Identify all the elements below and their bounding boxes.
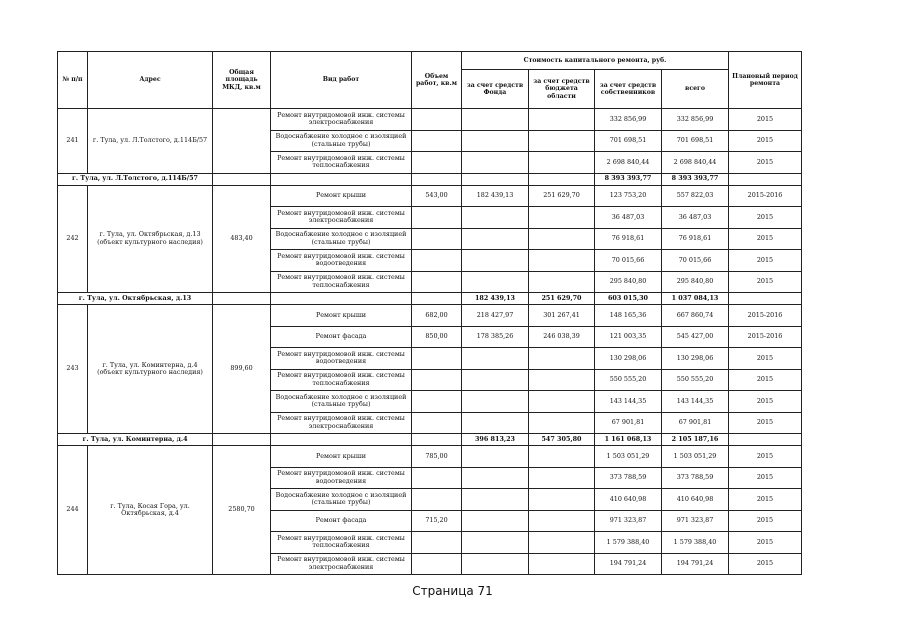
work-type-cell: Ремонт внутридомовой инж. системы водоотведения — [271, 348, 412, 370]
address-cell: г. Тула, ул. Л.Толстого, д.114Б/57 — [88, 109, 213, 174]
region-budget-cell — [529, 369, 595, 391]
fund-cell — [462, 553, 529, 575]
period-cell: 2015 — [729, 532, 802, 554]
owners-cell: 332 856,99 — [595, 109, 662, 131]
fund-cell — [462, 412, 529, 434]
volume-cell — [412, 489, 462, 511]
volume-cell — [412, 391, 462, 413]
fund-cell — [462, 467, 529, 489]
work-type-cell: Ремонт внутридомовой инж. системы теплоснабжения — [271, 152, 412, 174]
address-cell: г. Тула, Косая Гора, ул. Октябрьская, д.4 — [88, 446, 213, 575]
owners-cell: 36 487,03 — [595, 207, 662, 229]
work-type-cell: Ремонт фасада — [271, 326, 412, 348]
owners-cell: 121 003,35 — [595, 326, 662, 348]
header-region-budget: за счет средств бюджета области — [529, 70, 595, 109]
fund-cell: 218 427,97 — [462, 305, 529, 327]
owners-cell: 701 698,51 — [595, 130, 662, 152]
total-cell: 557 822,03 — [662, 185, 729, 207]
region-budget-cell — [529, 207, 595, 229]
owners-cell: 550 555,20 — [595, 369, 662, 391]
region-budget-cell — [529, 532, 595, 554]
period-cell: 2015-2016 — [729, 185, 802, 207]
subtotal-label: г. Тула, ул. Октябрьская, д.13 — [58, 293, 213, 305]
fund-cell: 178 385,26 — [462, 326, 529, 348]
work-type-cell: Ремонт внутридомовой инж. системы водоотведения — [271, 467, 412, 489]
owners-cell: 123 753,20 — [595, 185, 662, 207]
total-cell: 701 698,51 — [662, 130, 729, 152]
volume-cell — [412, 348, 462, 370]
total-cell: 2 698 840,44 — [662, 152, 729, 174]
volume-cell: 682,00 — [412, 305, 462, 327]
work-type-cell: Ремонт внутридомовой инж. системы теплоснабжения — [271, 271, 412, 293]
row-number: 242 — [58, 185, 88, 293]
volume-cell: 543,00 — [412, 185, 462, 207]
total-cell: 1 579 388,40 — [662, 532, 729, 554]
fund-cell — [462, 207, 529, 229]
header-address: Адрес — [88, 52, 213, 109]
header-total: всего — [662, 70, 729, 109]
table-row — [58, 305, 802, 327]
region-budget-cell — [529, 489, 595, 511]
region-budget-cell — [529, 250, 595, 272]
owners-cell: 194 791,24 — [595, 553, 662, 575]
period-cell: 2015 — [729, 130, 802, 152]
work-type-cell: Водоснабжение холодное с изоляцией (стальные трубы) — [271, 228, 412, 250]
work-type-cell: Ремонт фасада — [271, 510, 412, 532]
subtotal-region-budget: 547 305,80 — [529, 434, 595, 446]
region-budget-cell — [529, 412, 595, 434]
total-cell: 971 323,87 — [662, 510, 729, 532]
total-cell: 410 640,98 — [662, 489, 729, 511]
work-type-cell: Ремонт внутридомовой инж. системы теплоснабжения — [271, 532, 412, 554]
subtotal-row — [58, 173, 802, 185]
row-number: 244 — [58, 446, 88, 575]
volume-cell — [412, 532, 462, 554]
total-cell: 332 856,99 — [662, 109, 729, 131]
work-type-cell: Водоснабжение холодное с изоляцией (стальные трубы) — [271, 130, 412, 152]
region-budget-cell: 246 038,39 — [529, 326, 595, 348]
address-cell: г. Тула, ул. Октябрьская, д.13 (объект культурного наследия) — [88, 185, 213, 293]
total-cell: 194 791,24 — [662, 553, 729, 575]
work-type-cell: Ремонт внутридомовой инж. системы электроснабжения — [271, 207, 412, 229]
work-type-cell: Ремонт внутридомовой инж. системы электроснабжения — [271, 109, 412, 131]
owners-cell: 971 323,87 — [595, 510, 662, 532]
region-budget-cell — [529, 271, 595, 293]
header-volume: Объем работ, кв.м — [412, 52, 462, 109]
subtotal-owners: 603 015,30 — [595, 293, 662, 305]
subtotal-area-blank — [213, 434, 271, 446]
area-cell: 2580,70 — [213, 446, 271, 575]
period-cell: 2015-2016 — [729, 326, 802, 348]
total-cell: 67 901,81 — [662, 412, 729, 434]
fund-cell — [462, 348, 529, 370]
region-budget-cell: 301 267,41 — [529, 305, 595, 327]
owners-cell: 76 918,61 — [595, 228, 662, 250]
fund-cell — [462, 228, 529, 250]
owners-cell: 2 698 840,44 — [595, 152, 662, 174]
work-type-cell: Водоснабжение холодное с изоляцией (стальные трубы) — [271, 391, 412, 413]
fund-cell — [462, 369, 529, 391]
fund-cell — [462, 130, 529, 152]
subtotal-area-blank — [213, 293, 271, 305]
table-row — [58, 446, 802, 468]
fund-cell — [462, 250, 529, 272]
volume-cell — [412, 369, 462, 391]
region-budget-cell — [529, 446, 595, 468]
volume-cell — [412, 130, 462, 152]
total-cell: 143 144,35 — [662, 391, 729, 413]
subtotal-work-blank — [271, 173, 412, 185]
period-cell: 2015 — [729, 467, 802, 489]
table-body — [58, 109, 802, 575]
volume-cell: 850,00 — [412, 326, 462, 348]
period-cell: 2015 — [729, 109, 802, 131]
work-type-cell: Ремонт внутридомовой инж. системы электроснабжения — [271, 553, 412, 575]
work-type-cell: Ремонт внутридомовой инж. системы электроснабжения — [271, 412, 412, 434]
period-cell: 2015 — [729, 489, 802, 511]
period-cell: 2015 — [729, 446, 802, 468]
total-cell: 667 860,74 — [662, 305, 729, 327]
region-budget-cell — [529, 109, 595, 131]
area-cell: 483,40 — [213, 185, 271, 293]
row-number: 241 — [58, 109, 88, 174]
volume-cell — [412, 271, 462, 293]
period-cell: 2015 — [729, 250, 802, 272]
total-cell: 1 503 051,29 — [662, 446, 729, 468]
header-period: Плановый период ремонта — [729, 52, 802, 109]
total-cell: 550 555,20 — [662, 369, 729, 391]
fund-cell — [462, 109, 529, 131]
total-cell: 70 015,66 — [662, 250, 729, 272]
period-cell: 2015 — [729, 348, 802, 370]
subtotal-label: г. Тула, ул. Л.Толстого, д.114Б/57 — [58, 173, 213, 185]
owners-cell: 148 165,36 — [595, 305, 662, 327]
subtotal-work-blank — [271, 293, 412, 305]
owners-cell: 1 579 388,40 — [595, 532, 662, 554]
header-num: № п/п — [58, 52, 88, 109]
volume-cell: 785,00 — [412, 446, 462, 468]
total-cell: 373 788,59 — [662, 467, 729, 489]
total-cell: 76 918,61 — [662, 228, 729, 250]
total-cell: 36 487,03 — [662, 207, 729, 229]
header-owners: за счет средств собственников — [595, 70, 662, 109]
owners-cell: 70 015,66 — [595, 250, 662, 272]
volume-cell — [412, 152, 462, 174]
table-row — [58, 185, 802, 207]
volume-cell — [412, 553, 462, 575]
capital-repair-table — [57, 51, 802, 575]
volume-cell — [412, 109, 462, 131]
fund-cell — [462, 152, 529, 174]
region-budget-cell — [529, 391, 595, 413]
period-cell: 2015 — [729, 207, 802, 229]
subtotal-period-blank — [729, 293, 802, 305]
area-cell — [213, 109, 271, 174]
fund-cell — [462, 489, 529, 511]
period-cell: 2015 — [729, 228, 802, 250]
total-cell: 545 427,00 — [662, 326, 729, 348]
subtotal-period-blank — [729, 173, 802, 185]
subtotal-volume-blank — [412, 173, 462, 185]
owners-cell: 67 901,81 — [595, 412, 662, 434]
period-cell: 2015-2016 — [729, 305, 802, 327]
region-budget-cell — [529, 348, 595, 370]
volume-cell — [412, 412, 462, 434]
region-budget-cell — [529, 152, 595, 174]
region-budget-cell — [529, 510, 595, 532]
total-cell: 295 840,80 — [662, 271, 729, 293]
work-type-cell: Ремонт внутридомовой инж. системы теплоснабжения — [271, 369, 412, 391]
period-cell: 2015 — [729, 510, 802, 532]
period-cell: 2015 — [729, 412, 802, 434]
fund-cell — [462, 271, 529, 293]
total-cell: 130 298,06 — [662, 348, 729, 370]
subtotal-row — [58, 293, 802, 305]
area-cell: 899,60 — [213, 305, 271, 434]
header-area: Общая площадь МКД, кв.м — [213, 52, 271, 109]
region-budget-cell — [529, 228, 595, 250]
period-cell: 2015 — [729, 391, 802, 413]
subtotal-region-budget — [529, 173, 595, 185]
table-row — [58, 109, 802, 131]
subtotal-period-blank — [729, 434, 802, 446]
region-budget-cell — [529, 553, 595, 575]
volume-cell — [412, 467, 462, 489]
work-type-cell: Ремонт крыши — [271, 446, 412, 468]
subtotal-work-blank — [271, 434, 412, 446]
fund-cell — [462, 391, 529, 413]
work-type-cell: Водоснабжение холодное с изоляцией (стальные трубы) — [271, 489, 412, 511]
volume-cell — [412, 228, 462, 250]
owners-cell: 295 840,80 — [595, 271, 662, 293]
fund-cell — [462, 446, 529, 468]
work-type-cell: Ремонт крыши — [271, 185, 412, 207]
subtotal-fund: 182 439,13 — [462, 293, 529, 305]
period-cell: 2015 — [729, 152, 802, 174]
subtotal-total: 1 037 084,13 — [662, 293, 729, 305]
subtotal-area-blank — [213, 173, 271, 185]
subtotal-fund: 396 813,23 — [462, 434, 529, 446]
volume-cell: 715,20 — [412, 510, 462, 532]
subtotal-volume-blank — [412, 434, 462, 446]
subtotal-volume-blank — [412, 293, 462, 305]
subtotal-owners: 8 393 393,77 — [595, 173, 662, 185]
subtotal-region-budget: 251 629,70 — [529, 293, 595, 305]
page-number: Страница 71 — [412, 584, 493, 598]
subtotal-label: г. Тула, ул. Коминтерна, д.4 — [58, 434, 213, 446]
period-cell: 2015 — [729, 369, 802, 391]
owners-cell: 143 144,35 — [595, 391, 662, 413]
subtotal-total: 8 393 393,77 — [662, 173, 729, 185]
row-number: 243 — [58, 305, 88, 434]
address-cell: г. Тула, ул. Коминтерна, д.4 (объект культурного наследия) — [88, 305, 213, 434]
subtotal-owners: 1 161 068,13 — [595, 434, 662, 446]
subtotal-fund — [462, 173, 529, 185]
fund-cell: 182 439,13 — [462, 185, 529, 207]
owners-cell: 130 298,06 — [595, 348, 662, 370]
region-budget-cell: 251 629,70 — [529, 185, 595, 207]
owners-cell: 373 788,59 — [595, 467, 662, 489]
work-type-cell: Ремонт крыши — [271, 305, 412, 327]
volume-cell — [412, 250, 462, 272]
subtotal-total: 2 105 187,16 — [662, 434, 729, 446]
period-cell: 2015 — [729, 271, 802, 293]
region-budget-cell — [529, 130, 595, 152]
header-work-type: Вид работ — [271, 52, 412, 109]
period-cell: 2015 — [729, 553, 802, 575]
owners-cell: 410 640,98 — [595, 489, 662, 511]
header-cost-group: Стоимость капитального ремонта, руб. — [462, 52, 729, 70]
owners-cell: 1 503 051,29 — [595, 446, 662, 468]
subtotal-row — [58, 434, 802, 446]
volume-cell — [412, 207, 462, 229]
fund-cell — [462, 510, 529, 532]
work-type-cell: Ремонт внутридомовой инж. системы водоотведения — [271, 250, 412, 272]
fund-cell — [462, 532, 529, 554]
region-budget-cell — [529, 467, 595, 489]
header-fund: за счет средств Фонда — [462, 70, 529, 109]
